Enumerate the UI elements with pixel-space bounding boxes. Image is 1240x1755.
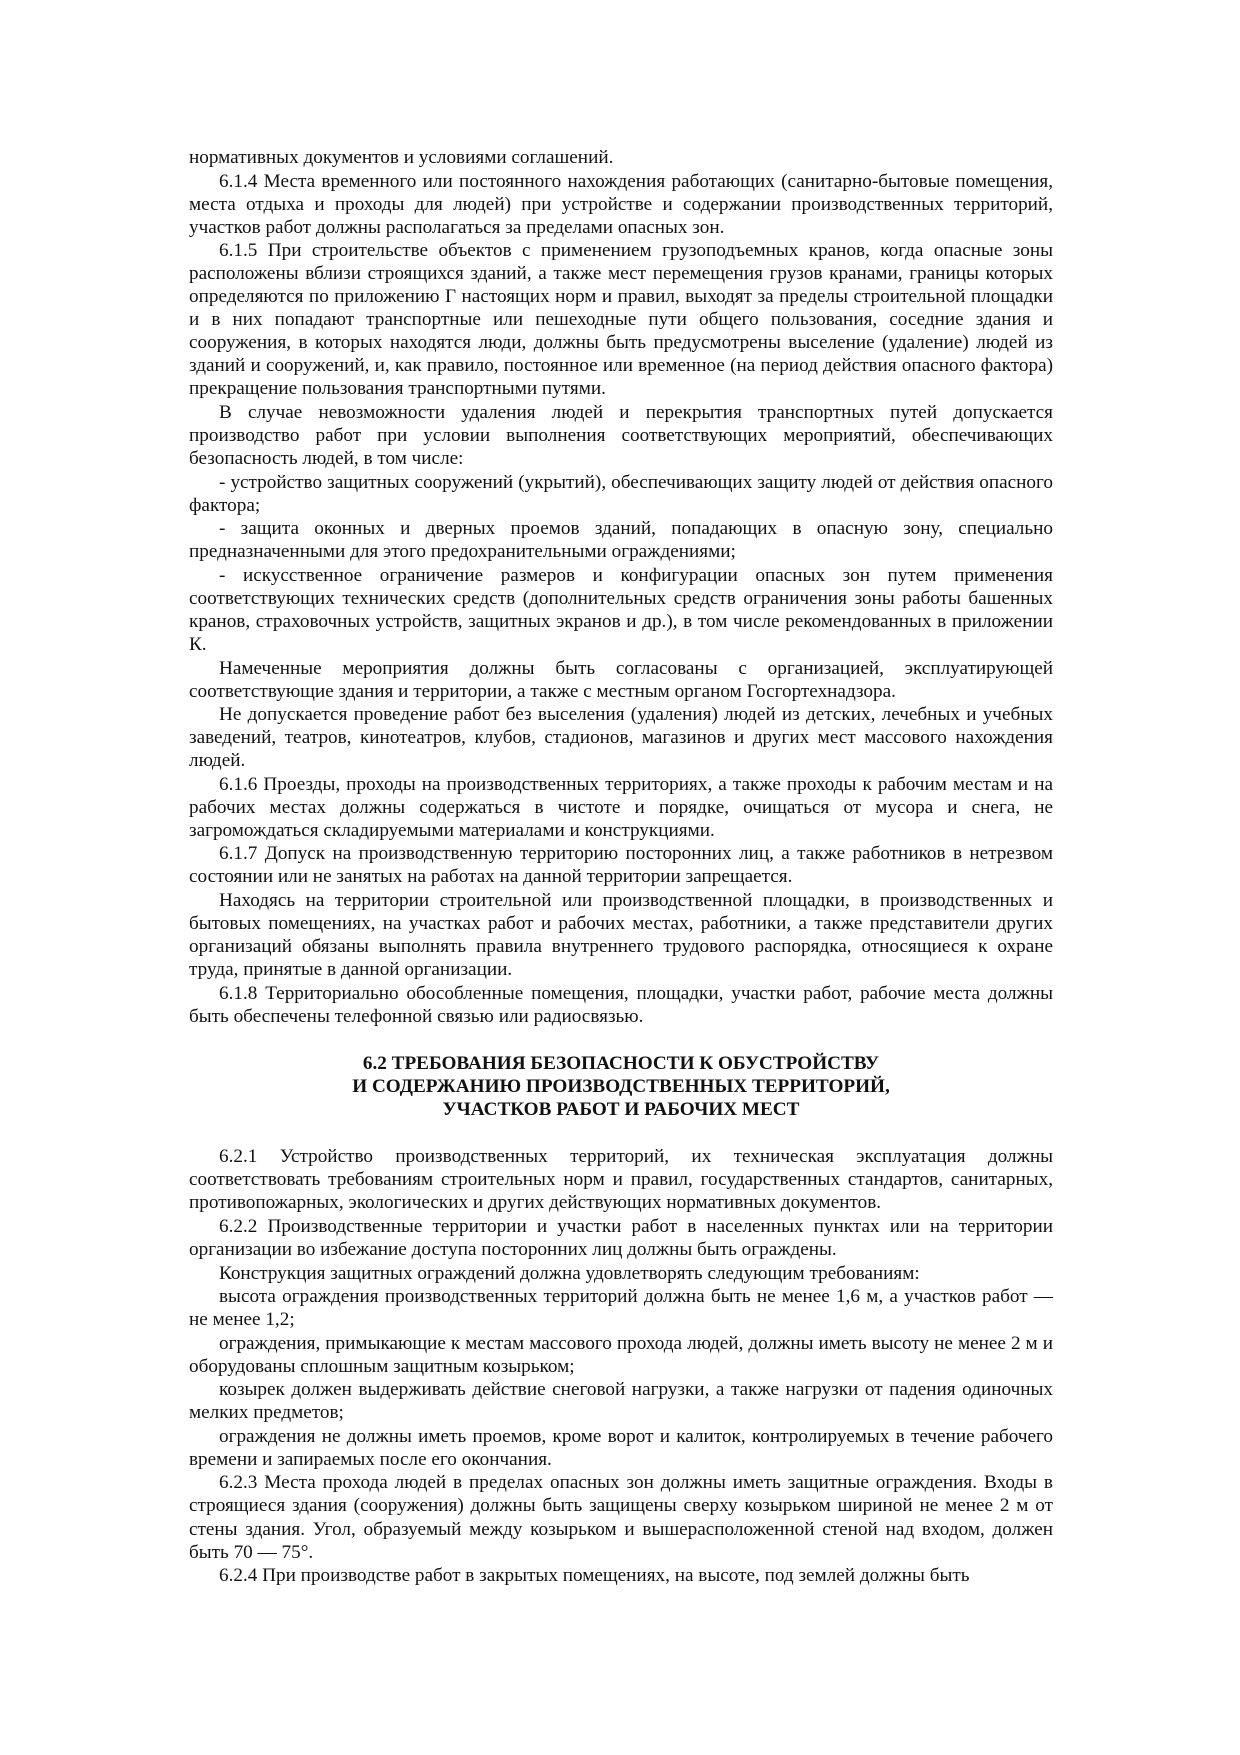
paragraph: Находясь на территории строительной или производственной площадки, в производственных и бытовых помещениях, на участках работ и рабочих местах, работники, а также представители других организаций обязаны выполнять правила внутреннего трудового распорядка, относящиеся к охране труда, принятые в данной организации.: [189, 890, 1053, 981]
paragraph-6-1-5: 6.1.5 При строительстве объектов с применением грузоподъемных кранов, когда опасные зоны расположены вблизи строящихся зданий, а также мест перемещения грузов кранами, границы которых определяются по приложению Г настоящих норм и правил, выходят за пределы строительной площадки и в них попадают транспортные или пешеходные пути общего пользования, соседние здания и сооружения, в которых находятся люди, должны быть предусмотрены выселение (удаление) людей из зданий и сооружений, и, как правило, постоянное или временное (на период действия опасного фактора) прекращение пользования транспортными путями.: [189, 240, 1053, 400]
paragraph-6-2-2: 6.2.2 Производственные территории и участки работ в населенных пунктах или на территории организации во избежание доступа посторонних лиц должны быть ограждены.: [189, 1215, 1053, 1260]
paragraph-6-1-6: 6.1.6 Проезды, проходы на производственных территориях, а также проходы к рабочим местам и на рабочих местах должны содержаться в чистоте и порядке, очищаться от мусора и снега, не загромождаться складируемыми материалами и конструкциями.: [189, 773, 1053, 841]
list-item: - искусственное ограничение размеров и конфигурации опасных зон путем применения соответствующих технических средств (дополнительных средств ограничения зоны работы башенных кранов, страховочных устройств, защитных экранов и др.), в том числе рекомендованных в приложении К.: [189, 564, 1053, 655]
paragraph-6-1-8: 6.1.8 Территориально обособленные помещения, площадки, участки работ, рабочие места должны быть обеспечены телефонной связью или радиосвязью.: [189, 982, 1053, 1027]
paragraph: Намеченные мероприятия должны быть согласованы с организацией, эксплуатирующей соответствующие здания и территории, а также с местным органом Госгортехнадзора.: [189, 657, 1053, 702]
paragraph: нормативных документов и условиями соглашений.: [189, 147, 614, 168]
document-page: [189, 146, 1053, 1588]
list-item: высота ограждения производственных территорий должна быть не менее 1,6 м, а участков работ — не менее 1,2;: [189, 1286, 1053, 1331]
paragraph-6-1-4: 6.1.4 Места временного или постоянного нахождения работающих (санитарно-бытовые помещения, места отдыха и проходы для людей) при устройстве и содержании производственных территорий, участков работ должны располагаться за пределами опасных зон.: [189, 170, 1053, 238]
paragraph-6-1-7: 6.1.7 Допуск на производственную территорию посторонних лиц, а также работников в нетрезвом состоянии или не занятых на работах на данной территории запрещается.: [189, 843, 1053, 888]
list-item: ограждения не должны иметь проемов, кроме ворот и калиток, контролируемых в течение рабочего времени и запираемых после его окончания.: [189, 1425, 1053, 1470]
paragraph-6-2-3: 6.2.3 Места прохода людей в пределах опасных зон должны иметь защитные ограждения. Входы в строящиеся здания (сооружения) должны быть защищены сверху козырьком шириной не менее 2 м от стены здания. Угол, образуемый между козырьком и вышерасположенной стеной над входом, должен быть 70 — 75°.: [189, 1472, 1053, 1563]
paragraph: Не допускается проведение работ без выселения (удаления) людей из детских, лечебных и учебных заведений, театров, кинотеатров, клубов, стадионов, магазинов и других мест массового нахождения людей.: [189, 704, 1053, 772]
paragraph: Конструкция защитных ограждений должна удовлетворять следующим требованиям:: [219, 1262, 920, 1284]
section-heading: [189, 1052, 1053, 1121]
section-heading-line: УЧАСТКОВ РАБОТ И РАБОЧИХ МЕСТ: [442, 1099, 800, 1121]
list-item: - защита оконных и дверных проемов зданий, попадающих в опасную зону, специально предназначенными для этого предохранительными ограждениями;: [189, 518, 1053, 563]
paragraph-6-2-4: 6.2.4 При производстве работ в закрытых помещениях, на высоте, под землей должны быть: [219, 1565, 970, 1587]
section-heading-line: 6.2 ТРЕБОВАНИЯ БЕЗОПАСНОСТИ К ОБУСТРОЙСТВУ: [362, 1053, 880, 1075]
paragraph: В случае невозможности удаления людей и перекрытия транспортных путей допускается производство работ при условии выполнения соответствующих мероприятий, обеспечивающих безопасность людей, в том числе:: [189, 402, 1053, 470]
list-item: - устройство защитных сооружений (укрытий), обеспечивающих защиту людей от действия опасного фактора;: [189, 471, 1053, 516]
paragraph-6-2-1: 6.2.1 Устройство производственных территорий, их техническая эксплуатация должны соответствовать требованиям строительных норм и правил, государственных стандартов, санитарных, противопожарных, экологических и других действующих нормативных документов.: [189, 1146, 1053, 1214]
list-item: козырек должен выдерживать действие снеговой нагрузки, а также нагрузки от падения одиночных мелких предметов;: [189, 1379, 1053, 1424]
section-heading-line: И СОДЕРЖАНИЮ ПРОИЗВОДСТВЕННЫХ ТЕРРИТОРИЙ,: [352, 1076, 890, 1098]
list-item: ограждения, примыкающие к местам массового прохода людей, должны иметь высоту не менее 2 м и оборудованы сплошным защитным козырьком;: [189, 1332, 1053, 1377]
